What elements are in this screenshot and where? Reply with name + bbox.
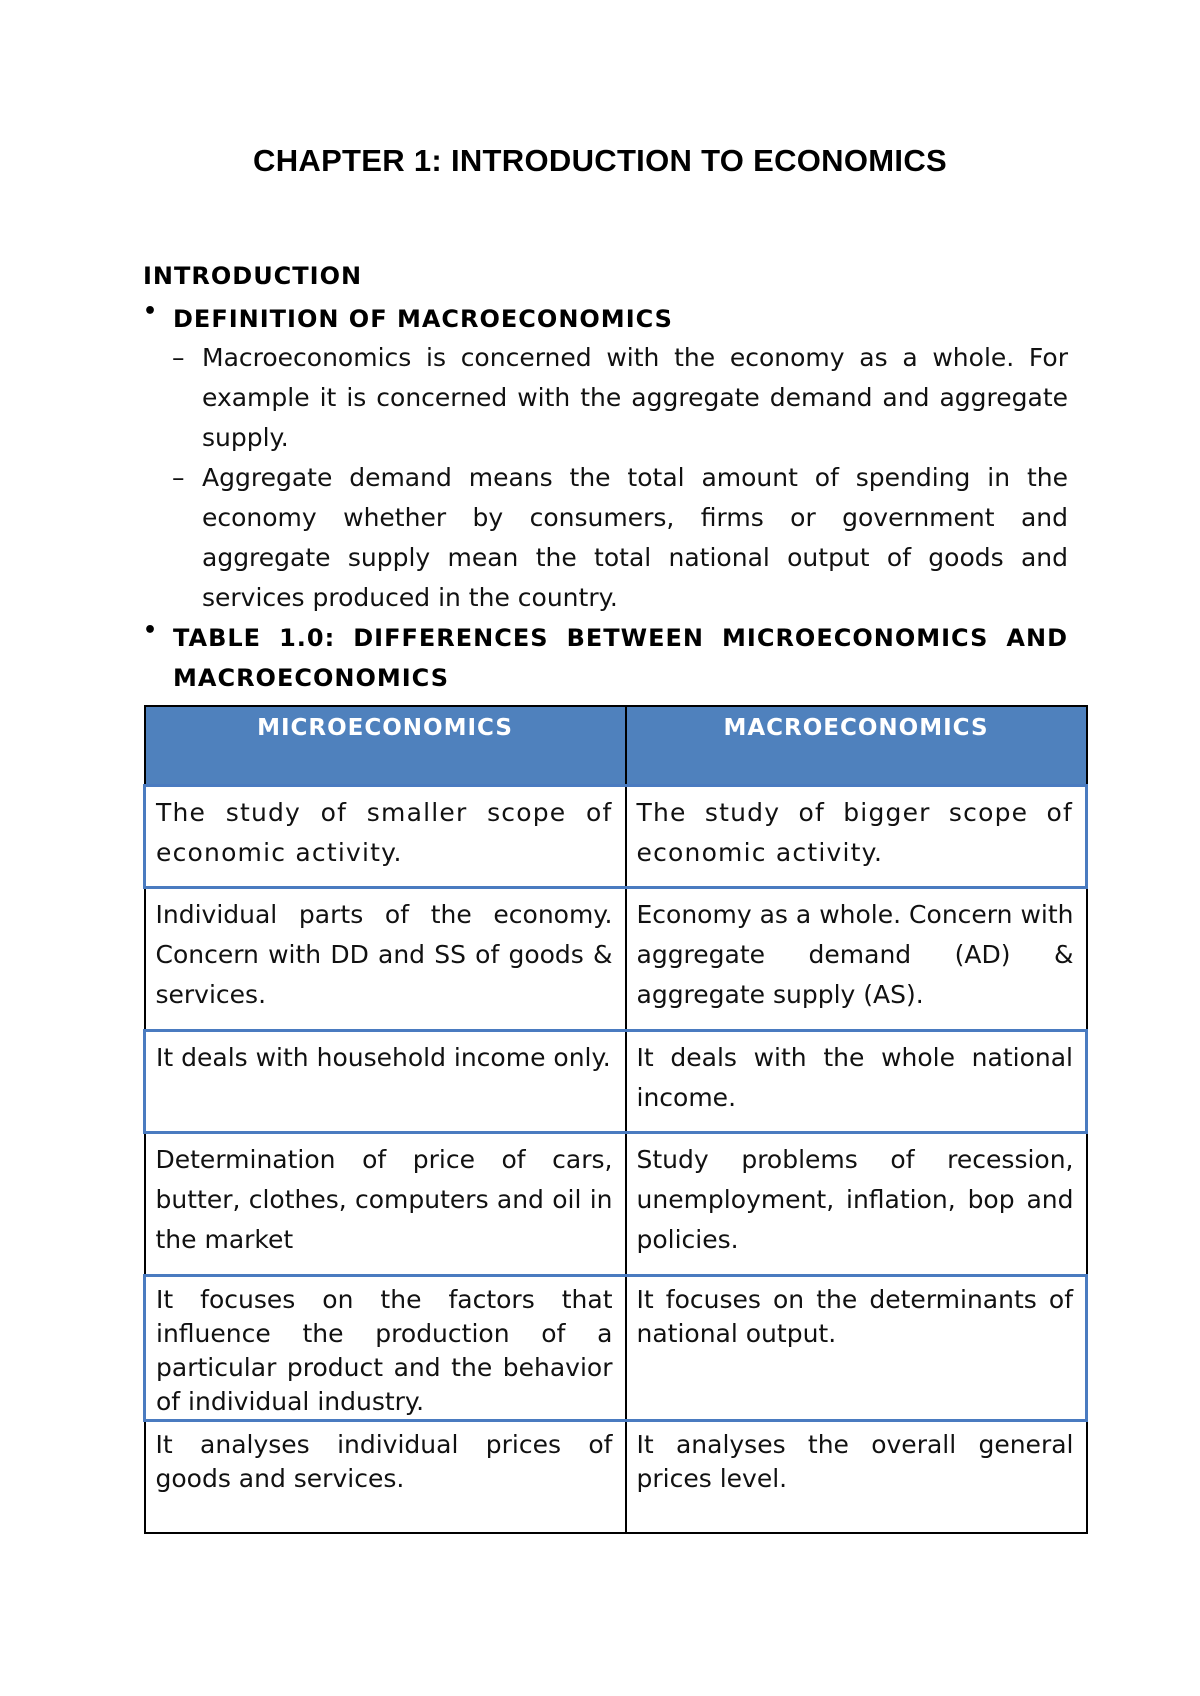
definition-point-text: Aggregate demand means the total amount of spending in the economy whether by consumers, firms or government and aggregate supply mean the total national output of goods and services produced in the country.	[202, 463, 1068, 612]
micro-cell: It deals with household income only.	[145, 1031, 626, 1133]
table-row	[145, 1276, 1087, 1421]
table-heading-line: MACROECONOMICS	[173, 664, 450, 692]
table-heading	[173, 618, 1068, 698]
macro-cell: Study problems of recession, unemployment, inflation, bop and policies.	[626, 1133, 1087, 1276]
definition-point	[172, 458, 1068, 618]
table-row	[145, 1421, 1087, 1533]
micro-cell: It analyses individual prices of goods and services.	[145, 1421, 626, 1533]
table-row	[145, 1031, 1087, 1133]
table-row	[145, 888, 1087, 1031]
macro-cell: It focuses on the determinants of national output.	[626, 1276, 1087, 1421]
bullet-definition	[143, 299, 1068, 339]
macro-cell: Economy as a whole. Concern with aggregate demand (AD) & aggregate supply (AS).	[626, 888, 1087, 1031]
section-heading: INTRODUCTION	[143, 262, 363, 290]
comparison-table	[143, 705, 1088, 1534]
column-header-macro: MACROECONOMICS	[626, 706, 1087, 786]
dash-marker: –	[172, 343, 185, 372]
table-row	[145, 1133, 1087, 1276]
macro-cell: It deals with the whole national income.	[626, 1031, 1087, 1133]
micro-cell: Individual parts of the economy. Concern with DD and SS of goods & services.	[145, 888, 626, 1031]
bullet-table-heading	[143, 618, 1068, 698]
bullet-dot: •	[143, 299, 158, 324]
macro-cell: The study of bigger scope of economic activity.	[626, 786, 1087, 888]
micro-cell: Determination of price of cars, butter, clothes, computers and oil in the market	[145, 1133, 626, 1276]
table-heading-line: TABLE 1.0: DIFFERENCES BETWEEN MICROECONOMICS AND	[173, 624, 1068, 652]
macro-cell: It analyses the overall general prices level.	[626, 1421, 1087, 1533]
micro-cell: It focuses on the factors that influence the production of a particular product and the behavior of individual industry.	[145, 1276, 626, 1421]
micro-cell: The study of smaller scope of economic activity.	[145, 786, 626, 888]
definition-heading: DEFINITION OF MACROECONOMICS	[173, 305, 673, 333]
definition-list	[172, 338, 1068, 618]
definition-point-text: Macroeconomics is concerned with the economy as a whole. For example it is concerned with the aggregate demand and aggregate supply.	[202, 343, 1068, 452]
table-header-row	[145, 706, 1087, 786]
bullet-dot: •	[143, 618, 158, 643]
dash-marker: –	[172, 463, 185, 492]
table-row	[145, 786, 1087, 888]
column-header-micro: MICROECONOMICS	[145, 706, 626, 786]
definition-point	[172, 338, 1068, 458]
chapter-title: CHAPTER 1: INTRODUCTION TO ECONOMICS	[253, 143, 947, 178]
